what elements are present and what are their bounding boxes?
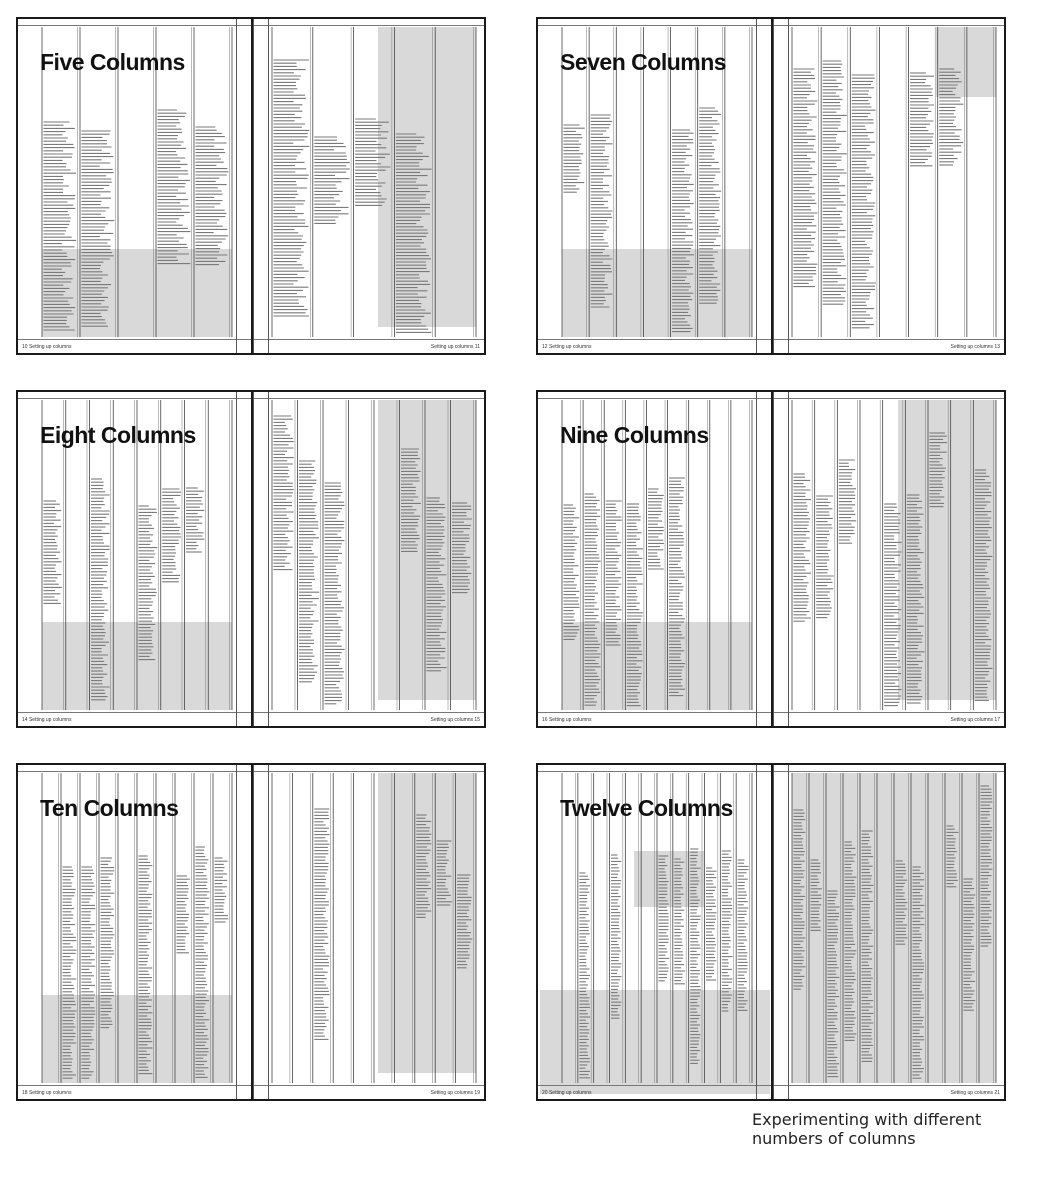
shaded-area — [562, 249, 752, 337]
right-folio: Setting up columns 11 — [430, 344, 480, 350]
spread-title: Eight Columns — [40, 422, 196, 448]
figure-caption: Experimenting with different numbers of columns — [752, 1110, 982, 1148]
left-folio: 12 Setting up columns — [542, 344, 592, 350]
left-folio: 14 Setting up columns — [22, 717, 72, 723]
left-folio: 16 Setting up columns — [542, 717, 592, 723]
inner-gutter-left — [236, 19, 252, 353]
spread-ten-columns — [16, 763, 486, 1101]
spread-title: Seven Columns — [560, 49, 727, 75]
inner-gutter-left — [236, 765, 252, 1099]
inner-gutter-right — [253, 19, 269, 353]
inner-gutter-left — [756, 19, 772, 353]
left-folio: 18 Setting up columns — [22, 1090, 72, 1096]
right-folio: Setting up columns 19 — [430, 1090, 480, 1096]
inner-gutter-left — [756, 765, 772, 1099]
inner-gutter-right — [773, 765, 789, 1099]
left-folio: 10 Setting up columns — [22, 344, 72, 350]
spread-seven-columns — [536, 17, 1006, 355]
left-folio: 20 Setting up columns — [542, 1090, 592, 1096]
right-folio: Setting up columns 13 — [950, 344, 1000, 350]
right-folio: Setting up columns 17 — [950, 717, 1000, 723]
spread-nine-columns — [536, 390, 1006, 728]
shaded-area — [42, 249, 232, 337]
spread-title: Twelve Columns — [560, 795, 733, 821]
right-folio: Setting up columns 21 — [950, 1090, 1000, 1096]
spread-five-columns — [16, 17, 486, 355]
inner-gutter-left — [236, 392, 252, 726]
inner-gutter-left — [756, 392, 772, 726]
spine-divider — [771, 765, 773, 1099]
spine-divider — [251, 19, 253, 353]
inner-gutter-right — [253, 392, 269, 726]
spine-divider — [251, 765, 253, 1099]
spread-title: Ten Columns — [40, 795, 179, 821]
inner-gutter-right — [773, 392, 789, 726]
spread-eight-columns — [16, 390, 486, 728]
spine-divider — [771, 19, 773, 353]
shaded-area — [936, 27, 996, 97]
spread-title: Five Columns — [40, 49, 185, 75]
spine-divider — [251, 392, 253, 726]
right-folio: Setting up columns 15 — [430, 717, 480, 723]
shaded-area — [378, 27, 476, 327]
spine-divider — [771, 392, 773, 726]
inner-gutter-right — [253, 765, 269, 1099]
shaded-area — [634, 851, 704, 907]
shaded-area — [540, 990, 770, 1094]
spread-title: Nine Columns — [560, 422, 709, 448]
spread-twelve-columns — [536, 763, 1006, 1101]
inner-gutter-right — [773, 19, 789, 353]
